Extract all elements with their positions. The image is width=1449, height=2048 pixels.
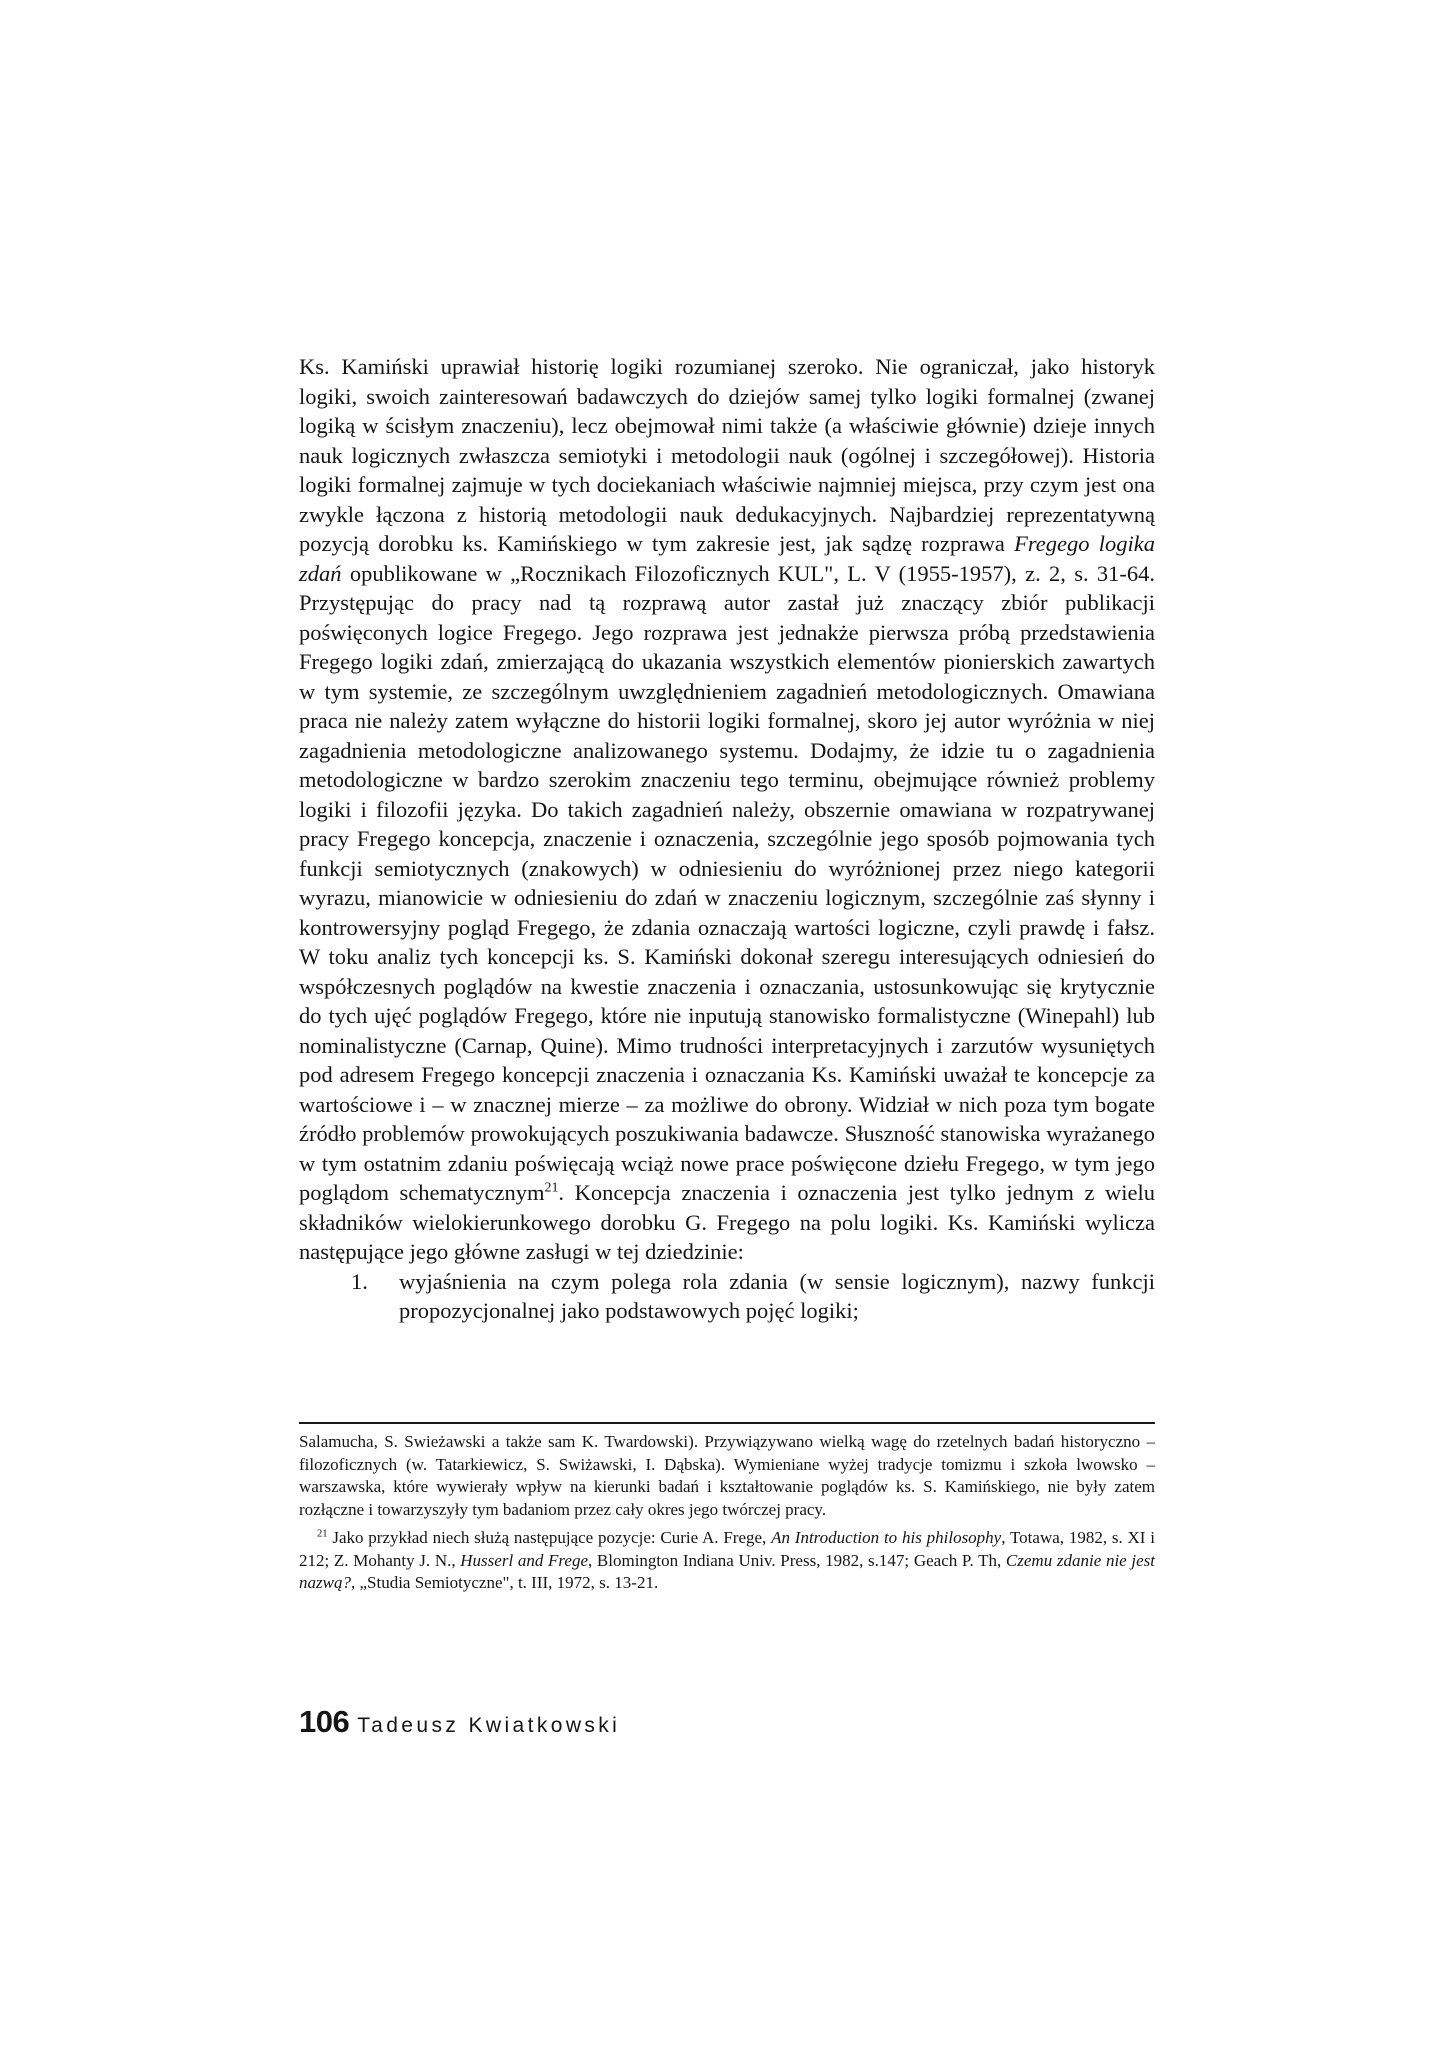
main-text [299, 352, 1155, 1326]
numbered-list [299, 1267, 1155, 1326]
footnote-21-text-4: , „Studia Semiotyczne", t. III, 1972, s. 13-21. [350, 1573, 659, 1592]
italic-title-fregego-logika: Fregego logika zdań [299, 531, 1155, 586]
footnote-21-text-2: , Totawa, 1982, s. XI i 212; Z. Mohanty J. N., [299, 1528, 1155, 1570]
footnote-21 [299, 1527, 1155, 1595]
list-item-text: wyjaśnienia na czym polega rola zdania (w sensie logicznym), nazwy funkcji propozycjonalnej jako podstawowych pojęć logiki; [399, 1268, 1155, 1323]
body-text-a: Ks. Kamiński uprawiał historię logiki rozumianej szeroko. Nie ograniczał, jako historyk logiki, swoich zainteresowań badawczych do dziejów samej tylko logiki formalnej (zwanej logiką w ścisłym znaczeniu), lecz obejmował nimi także (a właściwie głównie) dzieje innych nauk logicznych zwłaszcza semiotyki i metodologii nauk (ogólnej i szczegółowej). Historia logiki formalnej zajmuje w tych dociekaniach właściwie najmniej miejsca, przy czym jest ona zwykle łączona z historią metodologii nauk dedukacyjnych. Najbardziej reprezentatywną pozycją dorobku ks. Kamińskiego w tym zakresie jest, jak sądzę rozprawa [299, 354, 1155, 556]
footnote-21-title-2: Husserl and Frege [460, 1550, 588, 1570]
footnote-21-title-3: Czemu zdanie nie jest nazwą? [299, 1550, 1155, 1592]
footnote-21-title-1: An Introduction to his philosophy [771, 1528, 1002, 1547]
footnote-reference: 21 [544, 1180, 559, 1196]
list-item [299, 1267, 1155, 1326]
footnote-continuation: Salamucha, S. Swieżawski a także sam K. Twardowski). Przywiązywano wielką wagę do rzetelnych badań historyczno – filozoficznych (w. Tatarkiewicz, S. Swiżawski, I. Dąbska). Wymieniane wyżej tradycje tomizmu i szkoła lwowsko – warszawska, które wywierały wpływ na kierunki badań i kształtowanie poglądów ks. S. Kamińskiego, nie były zatem rozłączne i towarzyszyły tym badaniom przez cały okres jego twórczej pracy. [299, 1432, 1155, 1519]
footnote-divider [299, 1422, 1155, 1424]
footnote-21-text-1: Jako przykład niech służą następujące pozycje: Curie A. Frege, [327, 1528, 772, 1547]
body-text-b: opublikowane w „Rocznikach Filozoficznych KUL", L. V (1955-1957), z. 2, s. 31-64. Przystępując do pracy nad tą rozprawą autor zastał już znaczący zbiór publikacji poświęconych logice Fregego. Jego rozprawa jest jednakże pierwsza próbą przedstawienia Fregego logiki zdań, zmierzającą do ukazania wszystkich elementów pionierskich zawartych w tym systemie, ze szczególnym uwzględnieniem zagadnień metodologicznych. Omawiana praca nie należy zatem wyłączne do historii logiki formalnej, skoro jej autor wyróżnia w niej zagadnienia metodologiczne analizowanego systemu. Dodajmy, że idzie tu o zagadnienia metodologiczne w bardzo szerokim znaczeniu tego terminu, obejmujące również problemy logiki i filozofii języka. Do takich zagadnień należy, obszernie omawiana w rozpatrywanej pracy Fregego koncepcja, znaczenie i oznaczenia, szczególnie jego sposób pojmowania tych funkcji semiotycznych (znakowych) w odniesieniu do wyróżnionej przez niego kategorii wyrazu, mianowicie w odniesieniu do zdań w znaczeniu logicznym, szczególnie zaś słynny i kontrowersyjny pogląd Fregego, że zdania oznaczają wartości logiczne, czyli prawdę i fałsz. W toku analiz tych koncepcji ks. S. Kamiński dokonał szeregu interesujących odniesień do współczesnych poglądów na kwestie znaczenia i oznaczania, ustosunkowując się krytycznie do tych ujęć poglądów Fregego, które nie inputują stanowisko formalistyczne (Winepahl) lub nominalistyczne (Carnap, Quine). Mimo trudności interpretacyjnych i zarzutów wysuniętych pod adresem Fregego koncepcji znaczenia i oznaczania Ks. Kamiński uważał te koncepcje za wartościowe i – w znacznej mierze – za możliwe do obrony. Widział w nich poza tym bogate źródło problemów prowokujących poszukiwania badawcze. Słuszność stanowiska wyrażanego w tym ostatnim zdaniu poświęcają wciąż nowe prace poświęcone dziełu Fregego, w tym jego poglądom schematycznym [299, 560, 1155, 1205]
running-author: Tadeusz Kwiatkowski [357, 1714, 621, 1737]
page-footer [299, 1704, 620, 1740]
footnote-21-marker: 21 [317, 1528, 328, 1540]
body-text-c: . Koncepcja znaczenia i oznaczenia jest tylko jednym z wielu składników wielokierunkowego dorobku G. Fregego na polu logiki. Ks. Kamiński wylicza następujące jego główne zasługi w tej dziedzinie: [299, 1180, 1155, 1264]
footnote-21-text-3: , Blomington Indiana Univ. Press, 1982, s.147; Geach P. Th, [588, 1550, 1006, 1570]
list-item-number: 1. [351, 1268, 368, 1294]
body-paragraph [299, 352, 1155, 1267]
page-number: 106 [299, 1704, 350, 1739]
footnotes [299, 1431, 1155, 1595]
